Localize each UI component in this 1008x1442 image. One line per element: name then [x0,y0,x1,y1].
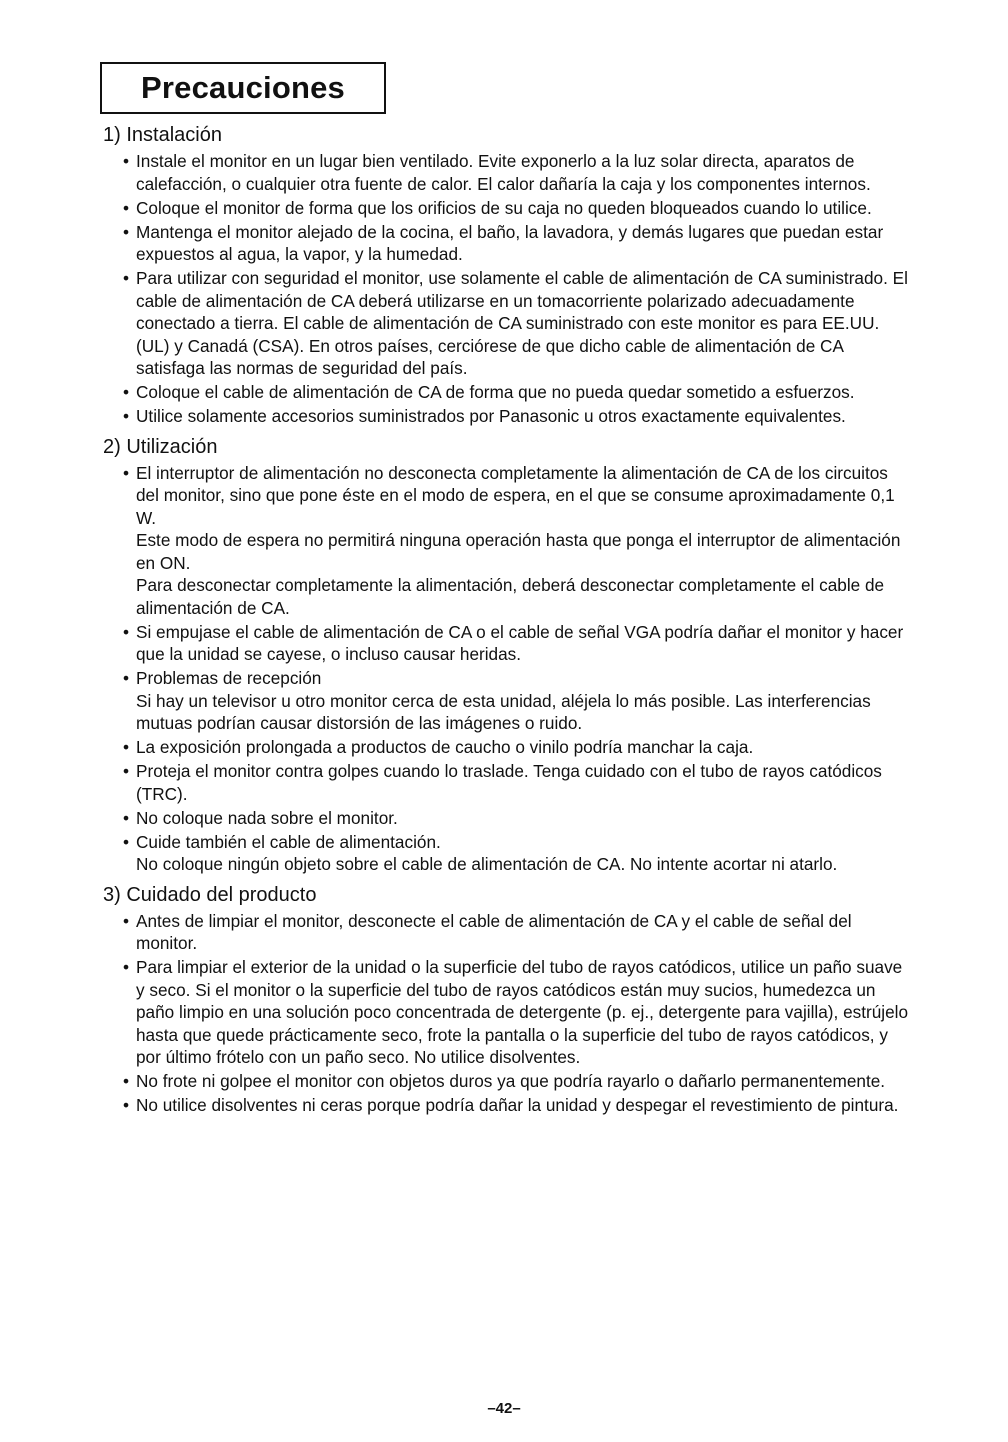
list-item-text: No utilice disolventes ni ceras porque podría dañar la unidad y despegar el revestimiento de pintura. [136,1095,899,1115]
list-item-text: Problemas de recepción [136,668,322,688]
bullet-icon: • [123,957,130,977]
list-item [123,736,913,759]
document-body [103,122,913,1123]
bullet-list [103,150,913,428]
list-item-text: Coloque el cable de alimentación de CA de forma que no pueda quedar sometido a esfuerzos. [136,382,855,402]
list-item [123,1094,913,1117]
bullet-icon: • [123,737,130,757]
list-item [123,1070,913,1093]
list-item [123,910,913,955]
list-item-text: Coloque el monitor de forma que los orificios de su caja no queden bloqueados cuando lo utilice. [136,197,872,218]
list-item [123,807,913,830]
list-item-text: Este modo de espera no permitirá ninguna operación hasta que ponga el interruptor de alimentación en ON. [136,530,901,573]
list-item [123,956,913,1069]
bullet-icon: • [123,1095,130,1115]
section-3 [103,882,913,1117]
bullet-icon: • [123,382,130,402]
list-item [123,667,913,735]
page-title: Precauciones [140,70,345,105]
bullet-list [103,910,913,1117]
list-item [123,221,913,266]
list-item-text: No coloque ningún objeto sobre el cable de alimentación de CA. No intente acortar ni atarlo. [136,854,838,874]
list-item-text: Mantenga el monitor alejado de la cocina, el baño, la lavadora, y demás lugares que puedan estar expuestos al agua, la vapor, y la humedad. [136,221,884,264]
bullet-icon: • [123,462,130,483]
list-item-text: Para limpiar el exterior de la unidad o la superficie del tubo de rayos catódicos, utilice un paño suave y seco. Si el monitor o la superficie del tubo de rayos catódicos están muy sucios, humedezca un paño limpio en una solución poco concentrada de detergente (p. ej., detergente para vajilla), estrújelo hasta que quede prácticamente seco, frote la pantalla o la superficie del tubo de rayos catódicos, y por último frótelo con un paño seco. No utilice disolventes. [136,957,909,1067]
page-title-box [100,62,386,114]
bullet-icon: • [123,151,130,171]
list-item [123,267,913,380]
list-item-text: El interruptor de alimentación no desconecta completamente la alimentación de CA de los circuitos del monitor, sino que pone éste en el modo de espera, en el que se consume aproximadamente 0,1 W. [136,462,895,528]
list-item-text: No coloque nada sobre el monitor. [136,807,398,828]
list-item-text: La exposición prolongada a productos de caucho o vinilo podría manchar la caja. [136,737,754,757]
section-heading: 1) Instalación [103,124,222,146]
section-2 [103,434,913,876]
bullet-icon: • [123,197,130,218]
section-heading: 3) Cuidado del producto [103,883,317,906]
bullet-icon: • [123,910,130,931]
list-item [123,760,913,805]
list-item [123,381,913,404]
bullet-icon: • [123,221,130,242]
list-item [123,150,913,195]
list-item-text: Proteja el monitor contra golpes cuando lo traslade. Tenga cuidado con el tubo de rayos catódicos (TRC). [136,761,882,804]
list-item [123,621,913,666]
list-item [123,831,913,876]
list-item-text: Cuide también el cable de alimentación. [136,831,441,852]
section-1 [103,122,913,428]
list-item [123,405,913,428]
bullet-icon: • [123,831,130,852]
list-item-text: Si empujase el cable de alimentación de CA o el cable de señal VGA podría dañar el monitor y hacer que la unidad se cayese, o incluso causar heridas. [136,621,904,664]
list-item-text: Utilice solamente accesorios suministrados por Panasonic u otros exactamente equivalentes. [136,406,846,426]
list-item-text: Instale el monitor en un lugar bien ventilado. Evite exponerlo a la luz solar directa, aparatos de calefacción, o cualquier otra fuente de calor. El calor dañaría la caja y los componentes internos. [136,151,871,194]
bullet-icon: • [123,268,130,288]
bullet-icon: • [123,668,130,688]
list-item-text: No frote ni golpee el monitor con objetos duros ya que podría rayarlo o dañarlo permanentemente. [136,1071,886,1091]
bullet-icon: • [123,406,130,426]
page-number: –42– [487,1400,521,1417]
section-heading: 2) Utilización [103,435,218,458]
bullet-icon: • [123,761,130,781]
list-item [123,462,913,620]
list-item-text: Para desconectar completamente la alimentación, deberá desconectar completamente el cable de alimentación de CA. [136,575,885,618]
list-item-text: Si hay un televisor u otro monitor cerca de esta unidad, aléjela lo más posible. Las interferencias mutuas podrían causar distorsión de las imágenes o ruido. [136,690,871,733]
bullet-list [103,462,913,876]
list-item-text: Antes de limpiar el monitor, desconecte el cable de alimentación de CA y el cable de señal del monitor. [136,910,852,953]
list-item-text: Para utilizar con seguridad el monitor, use solamente el cable de alimentación de CA suministrado. El cable de alimentación de CA deberá utilizarse en un tomacorriente polarizado adecuadamente conectado a tierra. El cable de alimentación de CA suministrado con este monitor es para EE.UU. (UL) y Canadá (CSA). En otros países, cerciórese de que dicho cable de alimentación de CA satisfaga las normas de seguridad del país. [136,268,908,378]
bullet-icon: • [123,807,130,828]
list-item [123,197,913,220]
bullet-icon: • [123,621,130,642]
bullet-icon: • [123,1071,130,1091]
